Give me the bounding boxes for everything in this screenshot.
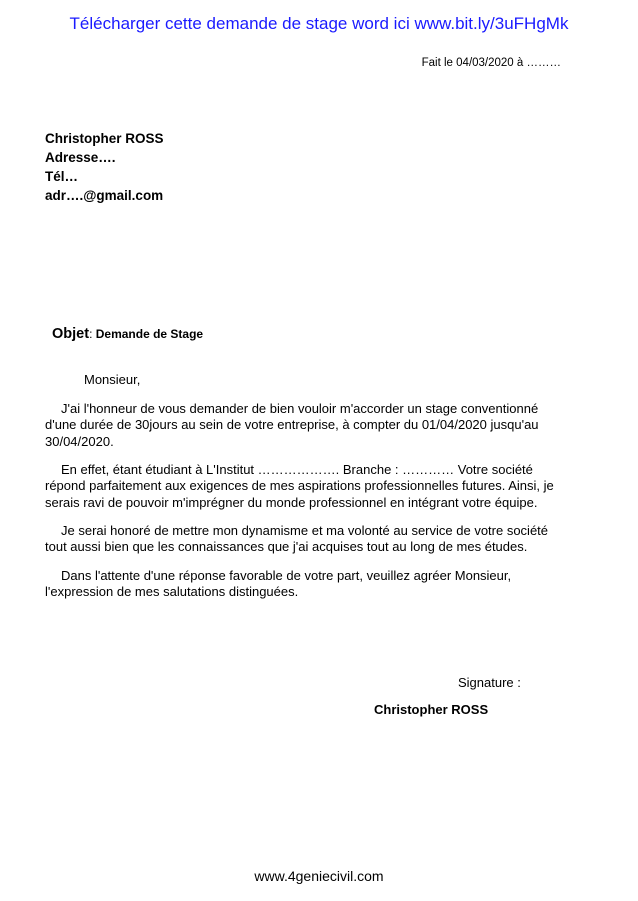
paragraph-closing: Dans l'attente d'une réponse favorable de votre part, veuillez agréer Monsieur, l'expression de mes salutations distinguées. — [45, 568, 512, 600]
sender-name: Christopher ROSS — [45, 131, 164, 146]
subject-label: Objet — [52, 326, 90, 342]
paragraph-request: J'ai l'honneur de vous demander de bien vouloir m'accorder un stage conventionné d'une durée de 30jours au sein de votre entreprise, à compter du 01/04/2020 jusqu'au 30/04/2020. — [45, 401, 539, 449]
sender-address: Adresse…. — [45, 150, 116, 165]
signature-name: Christopher ROSS — [374, 702, 489, 717]
sender-block — [45, 129, 164, 205]
paragraph-motivation: Je serai honoré de mettre mon dynamisme et ma volonté au service de votre société tout aussi bien que les connaissances que j'ai acquises tout au long de mes études. — [45, 523, 549, 555]
signature-label: Signature : — [458, 675, 521, 690]
footer-website[interactable]: www.4geniecivil.com — [254, 868, 384, 884]
subject-line — [52, 326, 203, 342]
sender-email: adr….@gmail.com — [45, 188, 164, 203]
download-link[interactable]: Télécharger cette demande de stage word ici www.bit.ly/3uFHgMk — [69, 14, 569, 33]
sender-phone: Tél… — [45, 169, 79, 184]
date-line: Fait le 04/03/2020 à ……… — [421, 57, 561, 69]
subject-value: Demande de Stage — [95, 327, 204, 341]
salutation: Monsieur, — [84, 372, 141, 387]
subject-separator: : — [89, 327, 96, 341]
paragraph-institute: En effet, étant étudiant à L'Institut ………………. Branche : ………… Votre société répond parfaitement aux exigences de mes aspirations professionnelles futures. Ainsi, je serais ravi de pouvoir m'imprégner du monde professionnel en intégrant votre équipe. — [45, 462, 554, 510]
